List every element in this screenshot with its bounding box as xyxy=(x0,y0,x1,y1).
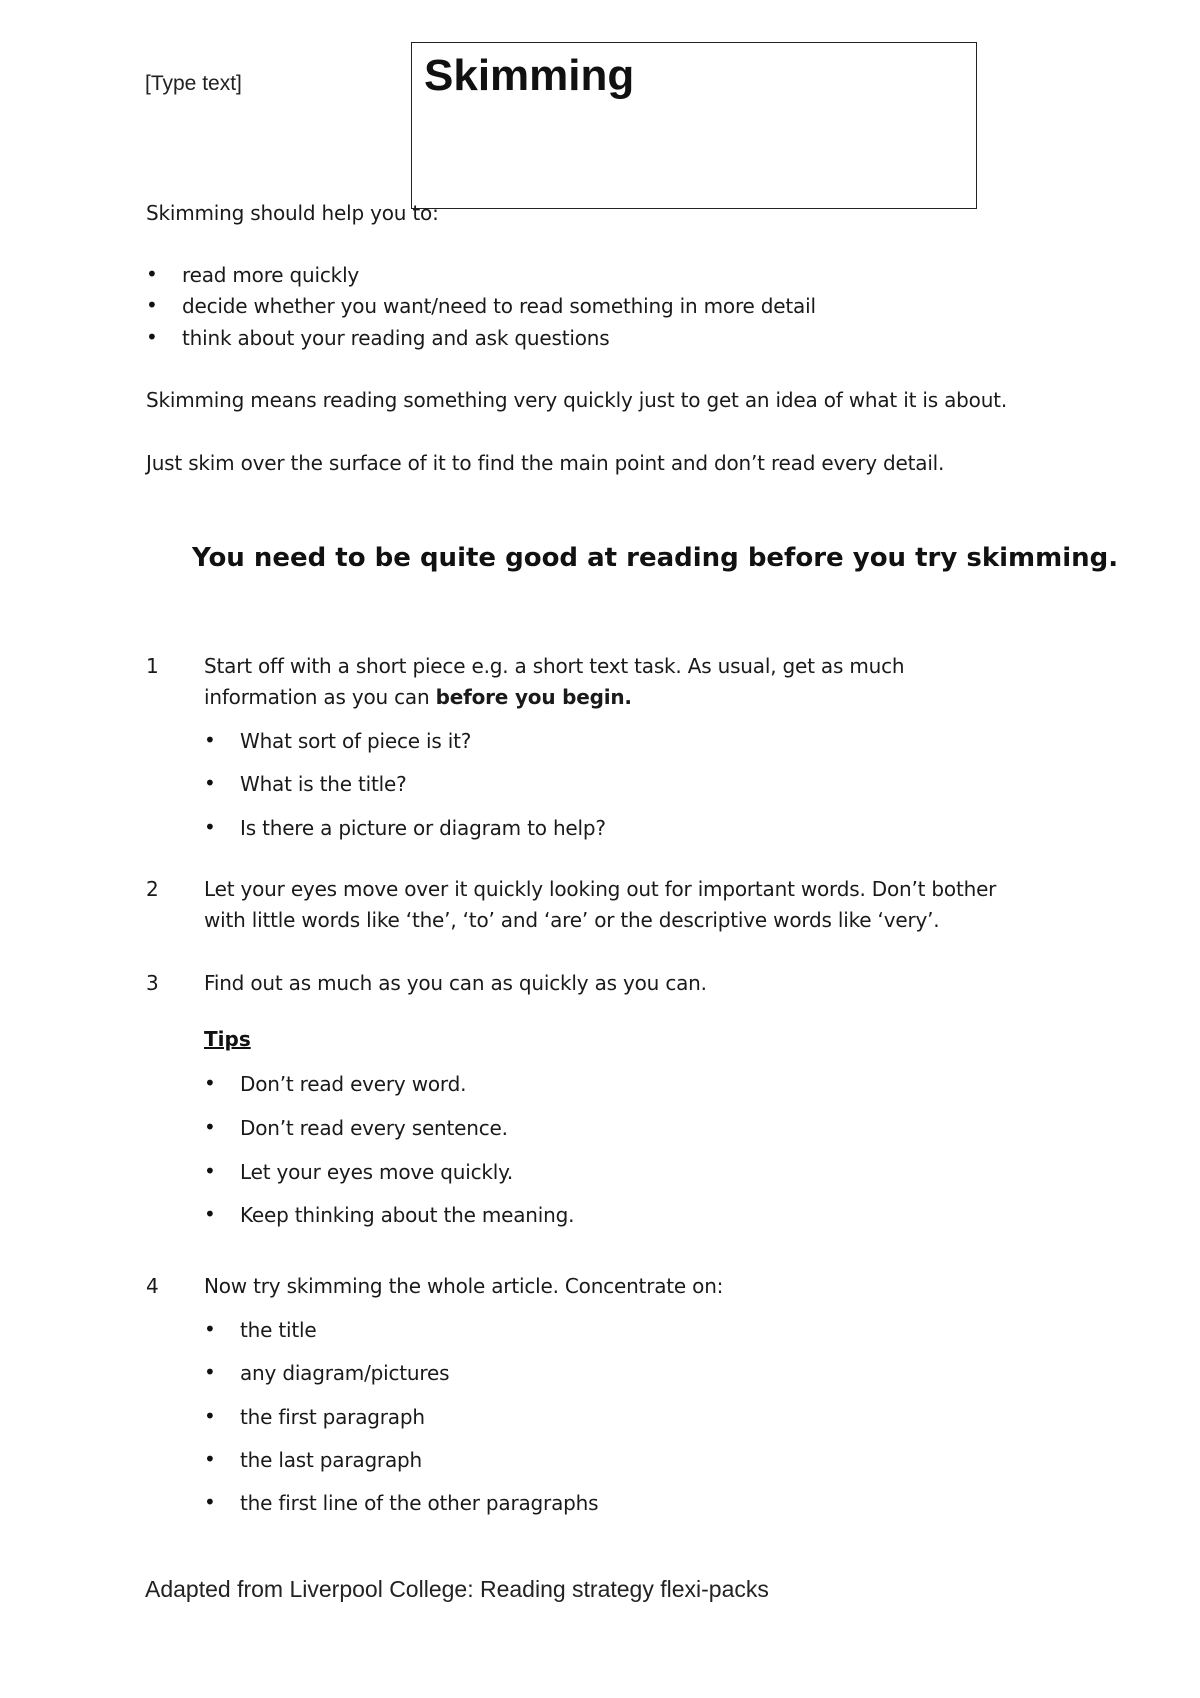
step-bullet: the title xyxy=(240,1318,317,1342)
step-text-bold: before you begin. xyxy=(435,685,632,709)
bullet-icon: • xyxy=(146,262,158,286)
step-number: 4 xyxy=(146,1274,159,1298)
step-text: Find out as much as you can as quickly as you can. xyxy=(204,971,707,995)
emphasis-statement: You need to be quite good at reading before you try skimming. xyxy=(192,543,1119,573)
step-text: Now try skimming the whole article. Concentrate on: xyxy=(204,1274,724,1298)
bullet-icon: • xyxy=(204,1202,216,1226)
page-title: Skimming xyxy=(424,51,635,100)
intro-bullet: decide whether you want/need to read something in more detail xyxy=(182,294,816,318)
intro-lead: Skimming should help you to: xyxy=(146,201,439,225)
tip-bullet: Keep thinking about the meaning. xyxy=(240,1203,575,1227)
bullet-icon: • xyxy=(204,1317,216,1341)
header-placeholder: [Type text] xyxy=(145,72,242,95)
step-bullet: any diagram/pictures xyxy=(240,1361,450,1385)
bullet-icon: • xyxy=(204,1447,216,1471)
step-text: Start off with a short piece e.g. a short text task. As usual, get as much xyxy=(204,654,905,678)
step-number: 1 xyxy=(146,654,159,678)
intro-bullet: read more quickly xyxy=(182,263,360,287)
step-number: 3 xyxy=(146,971,159,995)
step-bullet: the first paragraph xyxy=(240,1405,425,1429)
bullet-icon: • xyxy=(204,1360,216,1384)
step-text xyxy=(204,685,632,709)
tip-bullet: Don’t read every word. xyxy=(240,1072,467,1096)
step-text: Let your eyes move over it quickly looking out for important words. Don’t bother xyxy=(204,877,997,901)
bullet-icon: • xyxy=(204,1159,216,1183)
bullet-icon: • xyxy=(204,1490,216,1514)
tips-heading: Tips xyxy=(204,1027,251,1051)
intro-bullet: think about your reading and ask questions xyxy=(182,326,610,350)
bullet-icon: • xyxy=(204,815,216,839)
step-text: with little words like ‘the’, ‘to’ and ‘are’ or the descriptive words like ‘very’. xyxy=(204,908,940,932)
bullet-icon: • xyxy=(204,1115,216,1139)
bullet-icon: • xyxy=(204,771,216,795)
step-bullet: the last paragraph xyxy=(240,1448,422,1472)
title-box xyxy=(411,42,977,209)
bullet-icon: • xyxy=(204,1071,216,1095)
step-text-plain: information as you can xyxy=(204,685,436,709)
bullet-icon: • xyxy=(146,325,158,349)
tip-bullet: Don’t read every sentence. xyxy=(240,1116,508,1140)
step-bullet: What is the title? xyxy=(240,772,407,796)
step-bullet: Is there a picture or diagram to help? xyxy=(240,816,606,840)
bullet-icon: • xyxy=(204,1404,216,1428)
bullet-icon: • xyxy=(204,728,216,752)
intro-paragraph: Just skim over the surface of it to find the main point and don’t read every detail. xyxy=(146,451,945,475)
tip-bullet: Let your eyes move quickly. xyxy=(240,1160,514,1184)
intro-paragraph: Skimming means reading something very quickly just to get an idea of what it is about. xyxy=(146,388,1007,412)
step-bullet: What sort of piece is it? xyxy=(240,729,472,753)
step-number: 2 xyxy=(146,877,159,901)
bullet-icon: • xyxy=(146,293,158,317)
step-bullet: the first line of the other paragraphs xyxy=(240,1491,599,1515)
footer-credit: Adapted from Liverpool College: Reading strategy flexi-packs xyxy=(145,1576,769,1602)
